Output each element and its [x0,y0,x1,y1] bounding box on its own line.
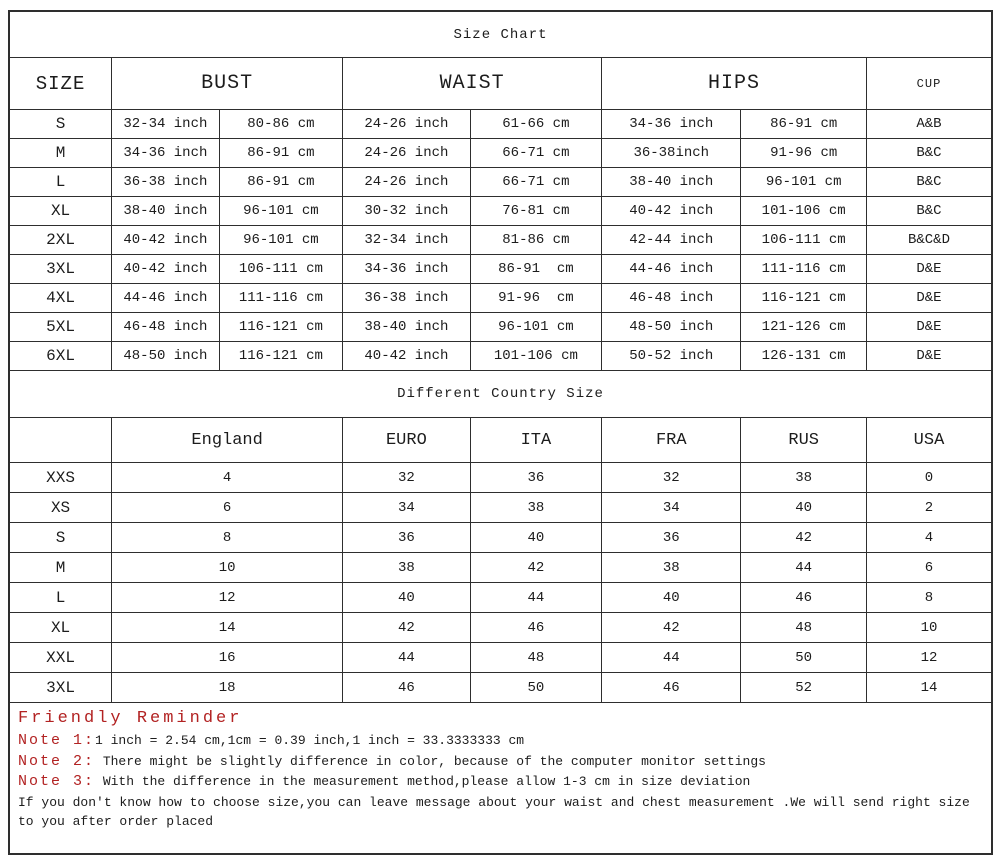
row-label: M [10,139,112,168]
table-cell: 4 [112,463,343,493]
table-cell: D&E [866,342,991,371]
table-cell: 34-36 inch [343,255,471,284]
table-row [10,583,991,613]
column-header-euro: EURO [343,418,471,463]
table-cell: 32 [343,463,471,493]
table-cell: 6 [866,553,991,583]
table-cell: 42 [343,613,471,643]
note-1-label: Note 1: [18,732,96,749]
table-row [10,673,991,703]
table-cell: 18 [112,673,343,703]
table-cell: 86-91 cm [219,168,343,197]
note-3-label: Note 3: [18,773,96,790]
table-cell: 44 [602,643,741,673]
note-3-text: With the difference in the measurement method,please allow 1-3 cm in size deviation [95,774,751,789]
table-cell: 10 [866,613,991,643]
table-cell: 48-50 inch [602,313,741,342]
row-label: M [10,553,112,583]
friendly-reminder-section [10,703,991,831]
table-cell: 61-66 cm [470,110,601,139]
column-header-bust: BUST [112,58,343,110]
table-cell: 40 [470,523,601,553]
table-row [10,493,991,523]
table-cell: 46-48 inch [112,313,220,342]
table-cell: 44-46 inch [602,255,741,284]
table-row [10,226,991,255]
note-2-text: There might be slightly difference in color, because of the computer monitor settings [95,753,766,769]
table-cell: 44 [343,643,471,673]
note-1-text: 1 inch = 2.54 cm,1cm = 0.39 inch,1 inch = 33.3333333 cm [95,733,525,748]
table-cell: 36-38 inch [343,284,471,313]
table-cell: 50 [470,673,601,703]
country-size-body [10,463,991,703]
column-header-blank [10,418,112,463]
table-cell: 44 [741,553,867,583]
table-cell: 106-111 cm [741,226,867,255]
column-header-cup: CUP [866,58,991,110]
table-row [10,284,991,313]
row-label: XL [10,197,112,226]
table-cell: 66-71 cm [470,139,601,168]
table-cell: 101-106 cm [470,342,601,371]
table-cell: 4 [866,523,991,553]
column-header-waist: WAIST [343,58,602,110]
table-cell: 34-36 inch [602,110,741,139]
table-cell: 32-34 inch [112,110,220,139]
note-2-label: Note 2: [18,752,96,770]
table-cell: 42 [741,523,867,553]
table-cell: 2 [866,493,991,523]
table-cell: 36-38inch [602,139,741,168]
table-cell: 38 [343,553,471,583]
table-cell: 48 [470,643,601,673]
row-label: 3XL [10,673,112,703]
table-cell: 50-52 inch [602,342,741,371]
table-cell: 8 [112,523,343,553]
note-3 [18,772,983,793]
table-cell: 40-42 inch [343,342,471,371]
row-label: S [10,110,112,139]
table-cell: 121-126 cm [741,313,867,342]
table-cell: 40-42 inch [112,255,220,284]
table-cell: 38-40 inch [602,168,741,197]
table-cell: B&C [866,139,991,168]
table-cell: 8 [866,583,991,613]
table-cell: 42 [602,613,741,643]
table-cell: 38 [602,553,741,583]
size-chart-table [10,12,991,371]
table-row [10,197,991,226]
table-cell: 16 [112,643,343,673]
table-row [10,613,991,643]
column-header-ita: ITA [470,418,601,463]
table-cell: 96-101 cm [470,313,601,342]
column-header-england: England [112,418,343,463]
table-cell: 14 [112,613,343,643]
country-size-title: Different Country Size [10,371,991,418]
column-header-hips: HIPS [602,58,867,110]
table-cell: B&C&D [866,226,991,255]
table-row [10,643,991,673]
row-label: XXS [10,463,112,493]
table-cell: 36 [470,463,601,493]
table-cell: 42 [470,553,601,583]
table-title-row [10,12,991,58]
table-cell: 91-96 cm [741,139,867,168]
table-cell: A&B [866,110,991,139]
table-cell: 36 [602,523,741,553]
table-cell: 101-106 cm [741,197,867,226]
table-cell: 40 [602,583,741,613]
friendly-reminder-heading: Friendly Reminder [18,709,243,728]
table-cell: 34 [343,493,471,523]
table-cell: 46 [602,673,741,703]
country-size-header-row [10,418,991,463]
table-cell: 86-91 cm [470,255,601,284]
table-cell: 40 [343,583,471,613]
table-cell: 116-121 cm [741,284,867,313]
size-chart-title: Size Chart [10,12,991,58]
table-cell: 111-116 cm [741,255,867,284]
table-row [10,463,991,493]
table-cell: 38-40 inch [112,197,220,226]
table-cell: 38-40 inch [343,313,471,342]
table-cell: D&E [866,313,991,342]
table-cell: 40-42 inch [602,197,741,226]
table-cell: B&C [866,168,991,197]
table-cell: 32-34 inch [343,226,471,255]
table-cell: 86-91 cm [219,139,343,168]
table-cell: 48 [741,613,867,643]
table-cell: B&C [866,197,991,226]
table-cell: 52 [741,673,867,703]
table-cell: 6 [112,493,343,523]
country-size-table [10,371,991,703]
table-cell: 96-101 cm [741,168,867,197]
table-row [10,110,991,139]
row-label: XXL [10,643,112,673]
table-cell: 111-116 cm [219,284,343,313]
table-cell: 46 [470,613,601,643]
table-cell: 86-91 cm [741,110,867,139]
row-label: 3XL [10,255,112,284]
table-cell: 40 [741,493,867,523]
table-row [10,168,991,197]
table-cell: 42-44 inch [602,226,741,255]
row-label: 4XL [10,284,112,313]
table-row [10,553,991,583]
table-cell: 46 [741,583,867,613]
table-cell: 12 [112,583,343,613]
table-cell: 14 [866,673,991,703]
column-header-usa: USA [866,418,991,463]
table-cell: 91-96 cm [470,284,601,313]
note-1 [18,731,983,752]
table-cell: 24-26 inch [343,110,471,139]
table-row [10,139,991,168]
table-cell: 38 [470,493,601,523]
row-label: L [10,168,112,197]
table-cell: 44-46 inch [112,284,220,313]
table-cell: 30-32 inch [343,197,471,226]
table-cell: 38 [741,463,867,493]
table-row [10,523,991,553]
table-row [10,255,991,284]
table-cell: 10 [112,553,343,583]
table-cell: 36-38 inch [112,168,220,197]
table-cell: 0 [866,463,991,493]
row-label: L [10,583,112,613]
table-cell: 126-131 cm [741,342,867,371]
table-cell: 46 [343,673,471,703]
table-cell: 36 [343,523,471,553]
row-label: 5XL [10,313,112,342]
table-cell: 96-101 cm [219,197,343,226]
note-2 [18,752,983,773]
row-label: XL [10,613,112,643]
table-cell: 32 [602,463,741,493]
table-cell: 76-81 cm [470,197,601,226]
table-cell: 12 [866,643,991,673]
row-label: 6XL [10,342,112,371]
table-cell: 96-101 cm [219,226,343,255]
column-header-rus: RUS [741,418,867,463]
table-cell: D&E [866,255,991,284]
column-header-fra: FRA [602,418,741,463]
table-cell: 80-86 cm [219,110,343,139]
table-cell: D&E [866,284,991,313]
row-label: 2XL [10,226,112,255]
table-row [10,342,991,371]
table-cell: 106-111 cm [219,255,343,284]
size-chart-header-row [10,58,991,110]
table-cell: 46-48 inch [602,284,741,313]
table-cell: 116-121 cm [219,313,343,342]
table-cell: 24-26 inch [343,139,471,168]
table-cell: 24-26 inch [343,168,471,197]
column-header-size: SIZE [10,58,112,110]
table-cell: 48-50 inch [112,342,220,371]
size-chart-body [10,110,991,371]
table-cell: 44 [470,583,601,613]
table-cell: 34-36 inch [112,139,220,168]
row-label: XS [10,493,112,523]
table-row [10,313,991,342]
table-cell: 40-42 inch [112,226,220,255]
table-cell: 50 [741,643,867,673]
table-cell: 66-71 cm [470,168,601,197]
size-chart-container [8,10,993,855]
table-title-row [10,371,991,418]
table-cell: 116-121 cm [219,342,343,371]
row-label: S [10,523,112,553]
sizing-help-text: If you don't know how to choose size,you can leave message about your waist and chest measurement .We will send right size to you after order placed [18,794,970,829]
table-cell: 81-86 cm [470,226,601,255]
table-cell: 34 [602,493,741,523]
